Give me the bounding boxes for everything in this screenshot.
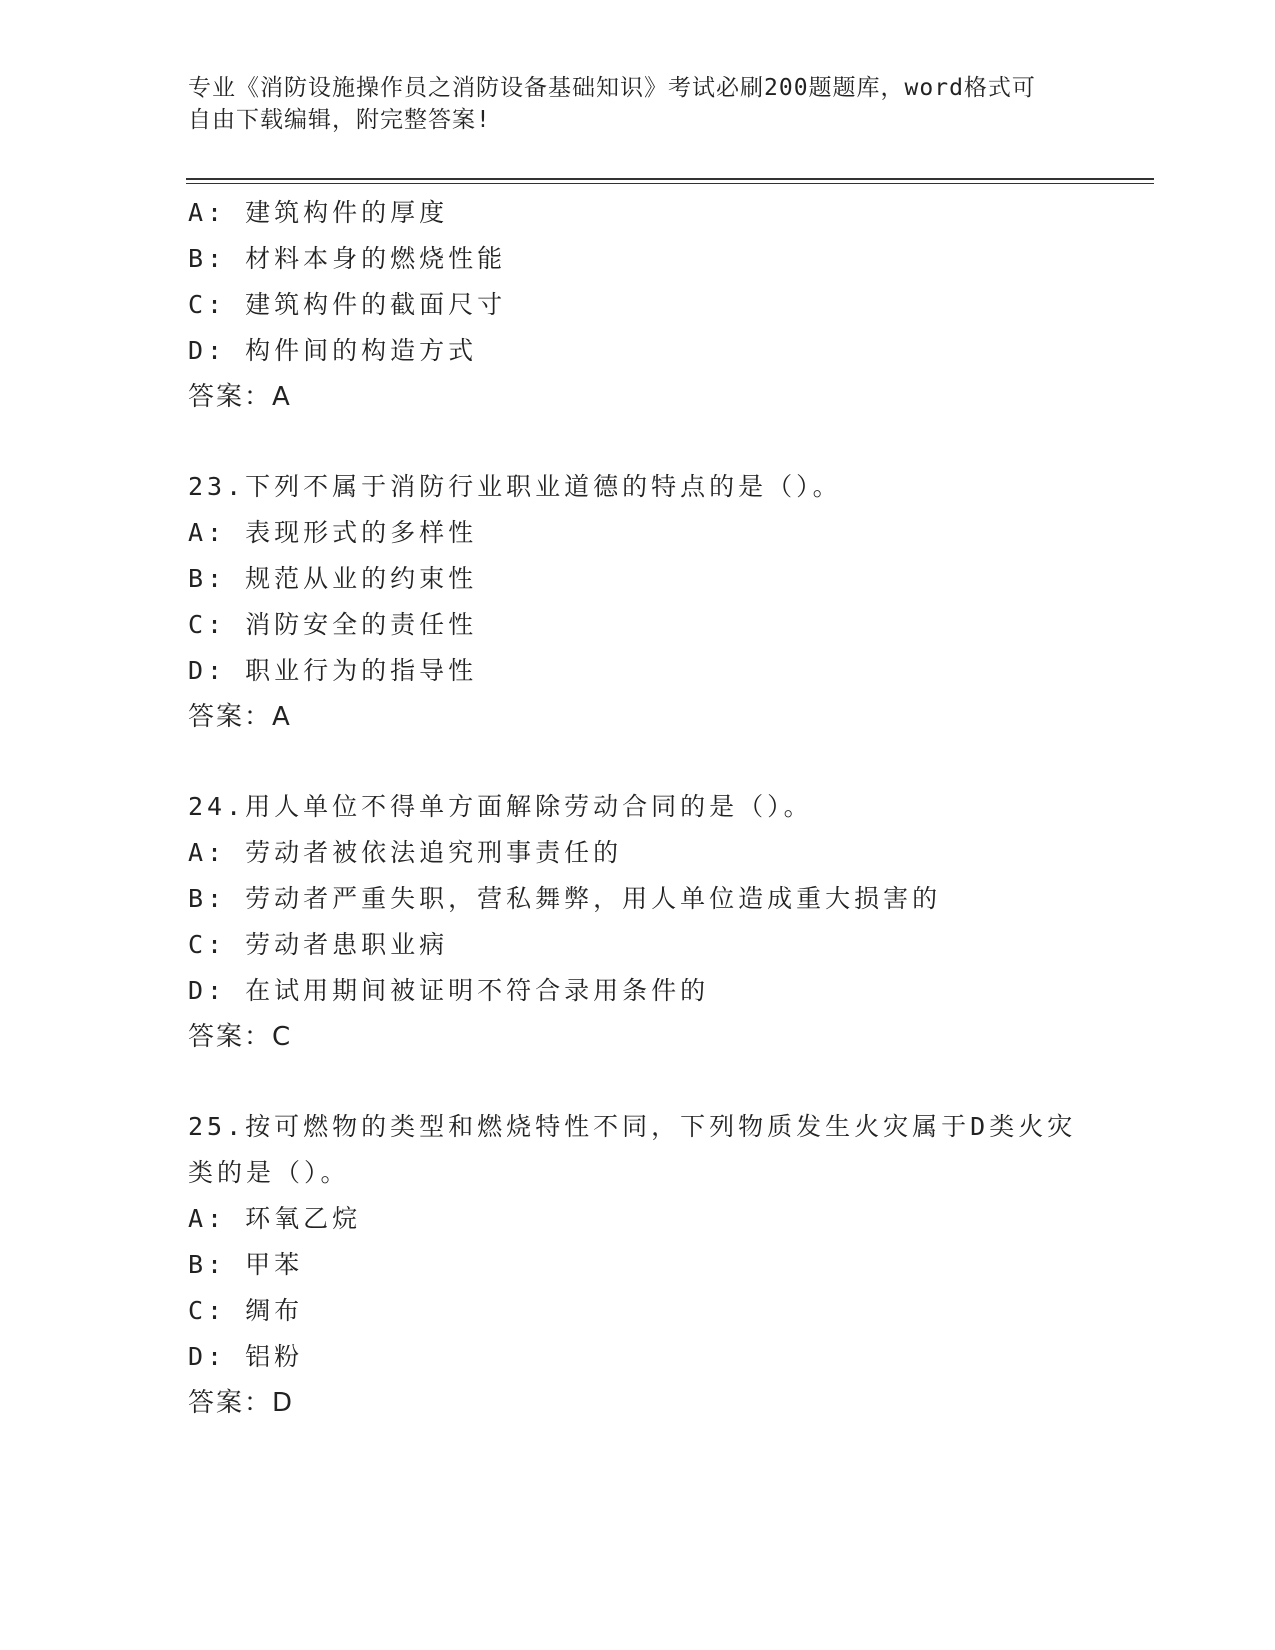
option-d: D: 铝粉: [188, 1342, 304, 1371]
question-23: [188, 464, 1128, 740]
option-b: B: 规范从业的约束性: [188, 564, 478, 593]
header-divider-thick: [186, 178, 1154, 180]
document-header: [188, 72, 1088, 136]
question-22: [188, 190, 1128, 420]
spacer: [188, 420, 1128, 464]
option-d: D: 职业行为的指导性: [188, 656, 478, 685]
header-divider-thin: [186, 183, 1154, 184]
option-c: C: 绸布: [188, 1296, 304, 1325]
answer: 答案：A: [188, 382, 292, 412]
answer: 答案：C: [188, 1022, 293, 1052]
question-text-line-1: 25.按可燃物的类型和燃烧特性不同，下列物质发生火灾属于D类火灾: [188, 1112, 1077, 1141]
question-text-line-2: 类的是（）。: [188, 1158, 350, 1187]
question-text: 23.下列不属于消防行业职业道德的特点的是（）。: [188, 472, 842, 501]
option-a: A: 建筑构件的厚度: [188, 198, 449, 227]
question-text: 24.用人单位不得单方面解除劳动合同的是（）。: [188, 792, 813, 821]
option-a: A: 环氧乙烷: [188, 1204, 362, 1233]
option-d: D: 在试用期间被证明不符合录用条件的: [188, 976, 710, 1005]
option-c: C: 劳动者患职业病: [188, 930, 449, 959]
option-b: B: 材料本身的燃烧性能: [188, 244, 507, 273]
option-b: B: 甲苯: [188, 1250, 304, 1279]
question-list: [188, 190, 1128, 1426]
option-d: D: 构件间的构造方式: [188, 336, 478, 365]
answer: 答案：A: [188, 702, 292, 732]
spacer: [188, 740, 1128, 784]
header-line-1: 专业《消防设施操作员之消防设备基础知识》考试必刷200题题库，word格式可: [188, 75, 1036, 101]
option-a: A: 劳动者被依法追究刑事责任的: [188, 838, 623, 867]
answer: 答案：D: [188, 1388, 295, 1418]
spacer: [188, 1060, 1128, 1104]
question-25: [188, 1104, 1128, 1426]
option-c: C: 消防安全的责任性: [188, 610, 478, 639]
option-b: B: 劳动者严重失职，营私舞弊，用人单位造成重大损害的: [188, 884, 942, 913]
option-a: A: 表现形式的多样性: [188, 518, 478, 547]
option-c: C: 建筑构件的截面尺寸: [188, 290, 507, 319]
header-line-2: 自由下载编辑，附完整答案!: [188, 107, 491, 133]
question-24: [188, 784, 1128, 1060]
